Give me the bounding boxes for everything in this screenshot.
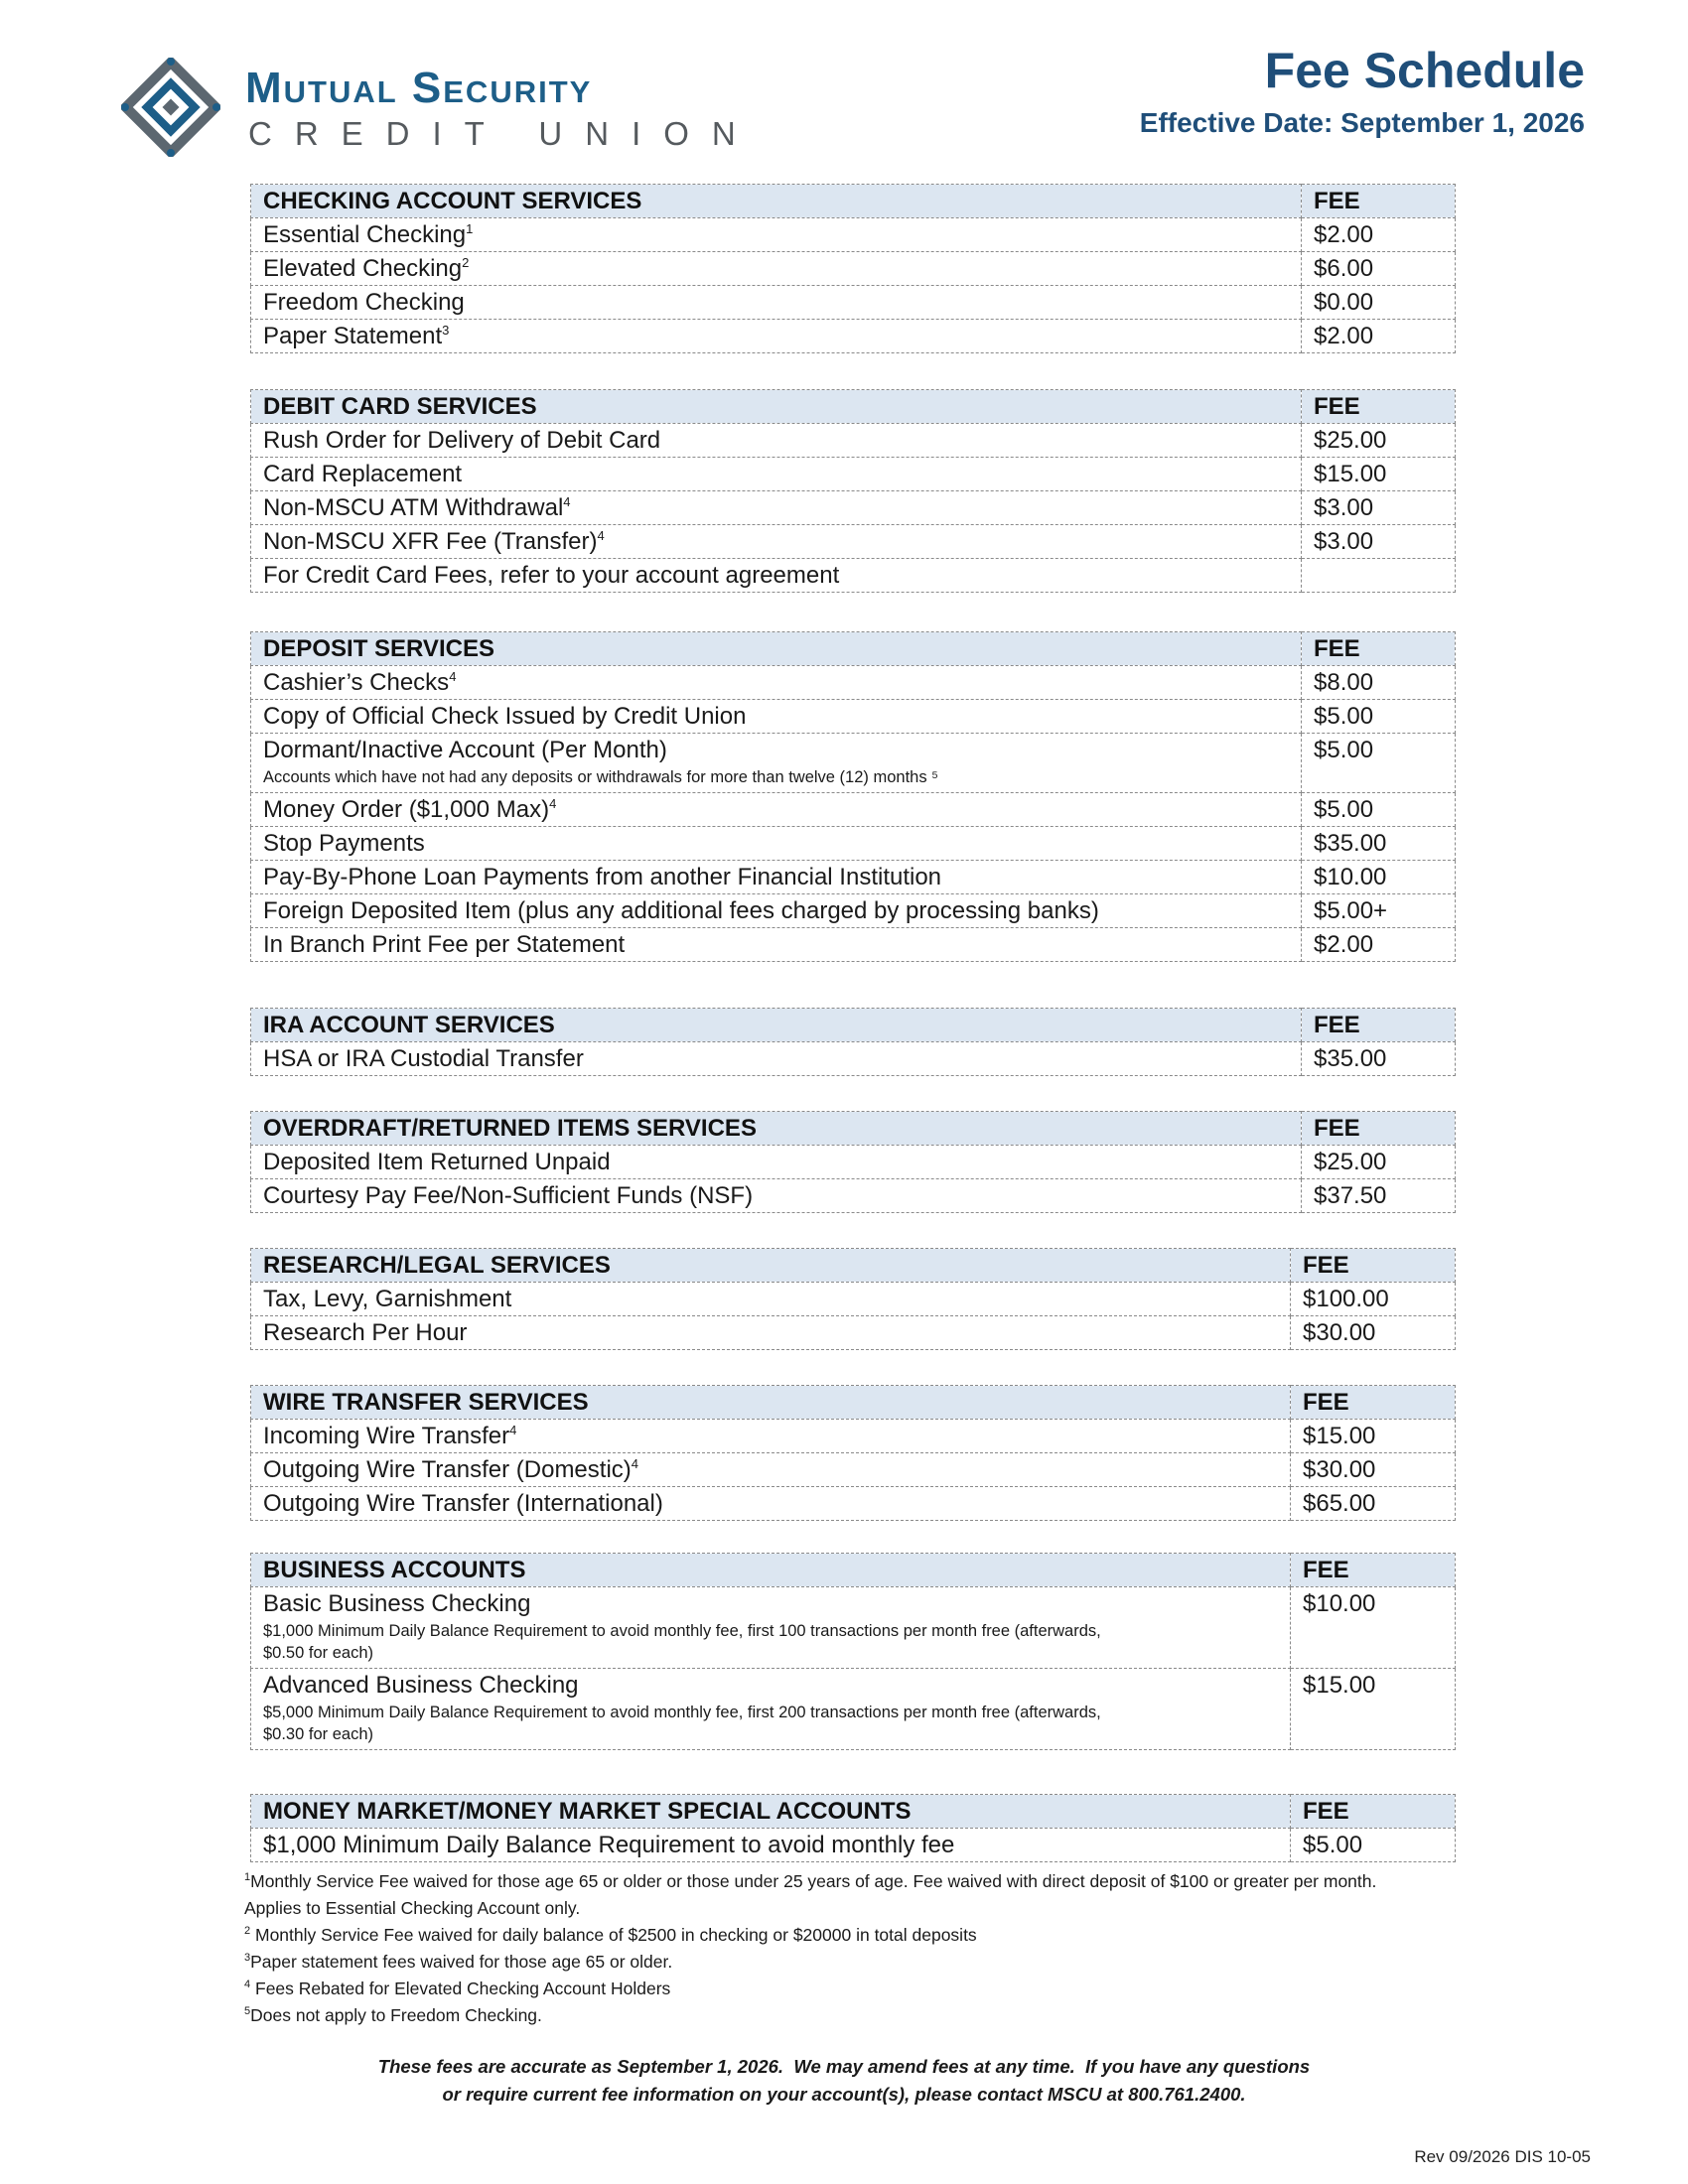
footnote: Applies to Essential Checking Account only. <box>244 1898 581 1918</box>
service-label: Cashier’s Checks$^4$ <box>251 666 1302 700</box>
fee-column-header: FEE <box>1291 1249 1456 1283</box>
service-label: Money Order ($1,000 Max)$^4$ <box>251 793 1302 827</box>
fee-column-header: FEE <box>1302 632 1456 666</box>
fee-value: $15.00 <box>1302 458 1456 491</box>
fee-column-header: FEE <box>1302 185 1456 218</box>
table-row <box>251 928 1456 962</box>
fee-value: $30.00 <box>1291 1316 1456 1350</box>
fee-value: $5.00 <box>1291 1829 1456 1862</box>
overdraft-services-table <box>250 1111 1456 1213</box>
service-label: HSA or IRA Custodial Transfer <box>251 1042 1302 1076</box>
fee-value: $30.00 <box>1291 1453 1456 1487</box>
footnotes <box>244 1868 1634 2029</box>
table-header-row <box>251 1795 1456 1829</box>
footnote: $^1$Monthly Service Fee waived for those age 65 or older or those under 25 years of age. Fee waived with direct deposit of $100 or greater per month. <box>244 1871 1377 1891</box>
section-title: IRA ACCOUNT SERVICES <box>251 1009 1302 1042</box>
table-row <box>251 1587 1456 1669</box>
business-accounts-table <box>250 1553 1456 1750</box>
table-row <box>251 218 1456 252</box>
table-row <box>251 559 1456 593</box>
checking-services-table <box>250 184 1456 353</box>
table-row <box>251 861 1456 894</box>
table-header-row <box>251 632 1456 666</box>
footnote-ref: 2 <box>462 255 470 270</box>
section-title: BUSINESS ACCOUNTS <box>251 1554 1291 1587</box>
service-label: Research Per Hour <box>251 1316 1291 1350</box>
effective-date: Effective Date: September 1, 2026 <box>1139 107 1585 138</box>
fee-column-header: FEE <box>1291 1386 1456 1420</box>
service-label: Stop Payments <box>251 827 1302 861</box>
fee-value: $10.00 <box>1302 861 1456 894</box>
fee-value: $8.00 <box>1302 666 1456 700</box>
table-row <box>251 1487 1456 1521</box>
service-label: Tax, Levy, Garnishment <box>251 1283 1291 1316</box>
table-header-row <box>251 1249 1456 1283</box>
section-title: RESEARCH/LEGAL SERVICES <box>251 1249 1291 1283</box>
table-row <box>251 1179 1456 1213</box>
footnote-ref: 4 <box>631 1456 639 1471</box>
service-label <box>251 1669 1291 1750</box>
section-title: DEBIT CARD SERVICES <box>251 390 1302 424</box>
table-row <box>251 458 1456 491</box>
footnote: $^2$ Monthly Service Fee waived for daily balance of $2500 in checking or $20000 in total deposits <box>244 1925 977 1945</box>
fee-value: $3.00 <box>1302 491 1456 525</box>
table-row <box>251 1453 1456 1487</box>
deposit-services-table <box>250 631 1456 962</box>
fee-column-header: FEE <box>1302 1112 1456 1146</box>
fee-value: $5.00+ <box>1302 894 1456 928</box>
table-row <box>251 793 1456 827</box>
table-row <box>251 734 1456 793</box>
footnote: $^3$Paper statement fees waived for those age 65 or older. <box>244 1952 673 1972</box>
service-label <box>251 734 1302 793</box>
service-label: Outgoing Wire Transfer (Domestic)$^4$ <box>251 1453 1291 1487</box>
service-label: Essential Checking$^1$ <box>251 218 1302 252</box>
fee-value: $10.00 <box>1291 1587 1456 1669</box>
section-title: CHECKING ACCOUNT SERVICES <box>251 185 1302 218</box>
service-label: Copy of Official Check Issued by Credit Union <box>251 700 1302 734</box>
ira-services-table <box>250 1008 1456 1076</box>
table-row <box>251 1829 1456 1862</box>
fee-column-header: FEE <box>1302 390 1456 424</box>
disclaimer <box>0 2053 1688 2109</box>
table-row <box>251 666 1456 700</box>
table-header-row <box>251 1554 1456 1587</box>
fee-value: $25.00 <box>1302 1146 1456 1179</box>
service-label: Non-MSCU XFR Fee (Transfer)$^4$ <box>251 525 1302 559</box>
footnote-ref: 4 <box>449 669 457 684</box>
table-header-row <box>251 185 1456 218</box>
fee-value: $0.00 <box>1302 286 1456 320</box>
fee-column-header: FEE <box>1302 1009 1456 1042</box>
service-label: Outgoing Wire Transfer (International) <box>251 1487 1291 1521</box>
table-header-row <box>251 1112 1456 1146</box>
revision-code: Rev 09/2026 DIS 10-05 <box>1414 2147 1591 2166</box>
fee-value: $100.00 <box>1291 1283 1456 1316</box>
fee-value: $2.00 <box>1302 218 1456 252</box>
fee-value: $15.00 <box>1291 1669 1456 1750</box>
table-row <box>251 827 1456 861</box>
footnote-ref: 4 <box>509 1423 517 1437</box>
table-row <box>251 894 1456 928</box>
table-row <box>251 1669 1456 1750</box>
fee-value: $35.00 <box>1302 1042 1456 1076</box>
fee-column-header: FEE <box>1291 1554 1456 1587</box>
fee-column-header: FEE <box>1291 1795 1456 1829</box>
section-title: DEPOSIT SERVICES <box>251 632 1302 666</box>
footnote-ref: 4 <box>597 528 605 543</box>
section-title: MONEY MARKET/MONEY MARKET SPECIAL ACCOUNTS <box>251 1795 1291 1829</box>
research-legal-services-table <box>250 1248 1456 1350</box>
fee-value: $25.00 <box>1302 424 1456 458</box>
footnote: $^5$Does not apply to Freedom Checking. <box>244 2005 542 2025</box>
table-header-row <box>251 1386 1456 1420</box>
service-label: Deposited Item Returned Unpaid <box>251 1146 1302 1179</box>
disclaimer-line: These fees are accurate as September 1, 2026. We may amend fees at any time. If you have any questions <box>377 2056 1311 2077</box>
service-label: Incoming Wire Transfer$^4$ <box>251 1420 1291 1453</box>
table-row <box>251 525 1456 559</box>
logo-name: Mutual Security <box>245 64 593 112</box>
table-row <box>251 700 1456 734</box>
service-label: $1,000 Minimum Daily Balance Requirement to avoid monthly fee <box>251 1829 1291 1862</box>
service-label: Rush Order for Delivery of Debit Card <box>251 424 1302 458</box>
service-label: Pay-By-Phone Loan Payments from another Financial Institution <box>251 861 1302 894</box>
table-row <box>251 1283 1456 1316</box>
table-row <box>251 320 1456 353</box>
service-name: Dormant/Inactive Account (Per Month) <box>263 737 667 763</box>
fee-value: $15.00 <box>1291 1420 1456 1453</box>
service-label: For Credit Card Fees, refer to your account agreement <box>251 559 1302 593</box>
table-row <box>251 1316 1456 1350</box>
table-row <box>251 491 1456 525</box>
footnote-ref: 4 <box>549 796 557 811</box>
fee-value: $2.00 <box>1302 928 1456 962</box>
service-note: $5,000 Minimum Daily Balance Requirement to avoid monthly fee, first 200 transactions per month free (afterwards, $0.30 for each) <box>263 1704 1101 1743</box>
service-label: Paper Statement$^3$ <box>251 320 1302 353</box>
wire-transfer-services-table <box>250 1385 1456 1521</box>
service-note: $1,000 Minimum Daily Balance Requirement to avoid monthly fee, first 100 transactions per month free (afterwards, $0.50 for each) <box>263 1622 1101 1662</box>
service-label: Freedom Checking <box>251 286 1302 320</box>
fee-value: $5.00 <box>1302 793 1456 827</box>
table-row <box>251 1146 1456 1179</box>
service-label: Elevated Checking$^2$ <box>251 252 1302 286</box>
money-market-accounts-table <box>250 1794 1456 1862</box>
fee-value: $65.00 <box>1291 1487 1456 1521</box>
fee-value: $3.00 <box>1302 525 1456 559</box>
table-header-row <box>251 1009 1456 1042</box>
fee-value <box>1302 559 1456 593</box>
footnote-ref: 4 <box>563 494 571 509</box>
service-note: Accounts which have not had any deposits or withdrawals for more than twelve (12) months ⁵ <box>263 768 939 786</box>
section-title: WIRE TRANSFER SERVICES <box>251 1386 1291 1420</box>
fee-value: $2.00 <box>1302 320 1456 353</box>
fee-value: $5.00 <box>1302 700 1456 734</box>
service-label <box>251 1587 1291 1669</box>
footnote-ref: 1 <box>466 221 474 236</box>
service-label: Courtesy Pay Fee/Non-Sufficient Funds (NSF) <box>251 1179 1302 1213</box>
diamond-logo-icon <box>121 58 220 157</box>
service-name: Basic Business Checking <box>263 1590 531 1617</box>
credit-union-logo <box>121 58 759 157</box>
section-title: OVERDRAFT/RETURNED ITEMS SERVICES <box>251 1112 1302 1146</box>
disclaimer-line: or require current fee information on your account(s), please contact MSCU at 800.761.2400. <box>442 2084 1246 2105</box>
fee-value: $37.50 <box>1302 1179 1456 1213</box>
footnote: $^4$ Fees Rebated for Elevated Checking Account Holders <box>244 1979 671 1998</box>
service-label: In Branch Print Fee per Statement <box>251 928 1302 962</box>
table-row <box>251 286 1456 320</box>
table-row <box>251 1420 1456 1453</box>
page-title: Fee Schedule <box>1264 43 1585 98</box>
logo-subtitle: CREDIT UNION <box>248 115 759 152</box>
fee-value: $35.00 <box>1302 827 1456 861</box>
service-label: Non-MSCU ATM Withdrawal$^4$ <box>251 491 1302 525</box>
table-row <box>251 424 1456 458</box>
service-label: Card Replacement <box>251 458 1302 491</box>
fee-value: $6.00 <box>1302 252 1456 286</box>
service-name: Advanced Business Checking <box>263 1672 579 1699</box>
table-row <box>251 1042 1456 1076</box>
table-header-row <box>251 390 1456 424</box>
fee-value: $5.00 <box>1302 734 1456 793</box>
table-row <box>251 252 1456 286</box>
footnote-ref: 3 <box>442 323 450 338</box>
service-label: Foreign Deposited Item (plus any additional fees charged by processing banks) <box>251 894 1302 928</box>
debit-card-services-table <box>250 389 1456 593</box>
